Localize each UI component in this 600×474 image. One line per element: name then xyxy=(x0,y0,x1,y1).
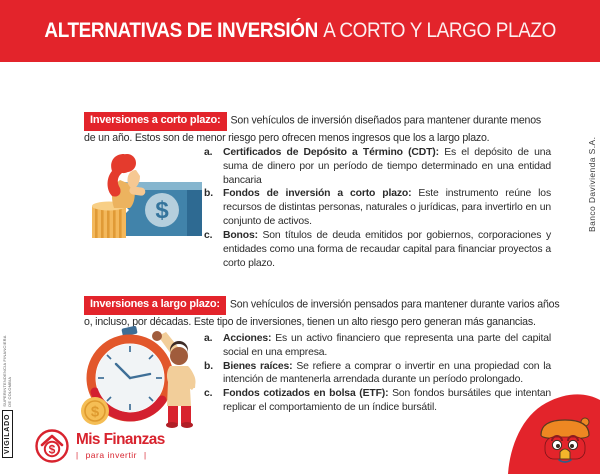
item-marker: b. xyxy=(204,188,213,200)
page-title xyxy=(44,19,556,43)
item-text xyxy=(223,332,551,360)
list-item xyxy=(204,229,551,270)
list-item xyxy=(204,332,551,360)
mis-finanzas-logo xyxy=(34,428,168,464)
list-item xyxy=(204,146,551,187)
vigilado-label: VIGILADO xyxy=(2,410,13,458)
item-marker: b. xyxy=(204,360,213,372)
item-text xyxy=(223,146,551,187)
subtitle-right-bar: | xyxy=(143,450,147,460)
item-body: Se refiere a comprar o invertir en una propiedad con la intención de mantenerla arrendada durante un período prolongado. xyxy=(223,360,552,386)
vigilado-subtext xyxy=(2,335,12,406)
item-marker: c. xyxy=(204,388,213,400)
logo-subtitle-text: para invertir xyxy=(85,450,137,461)
item-lead: Fondos de inversión a corto plazo: xyxy=(223,188,412,200)
long-term-intro-text: Son vehículos de inversión pensados para mantener durante varios años o, incluso, por décadas. Este tipo de inversiones, tienen un alto riesgo pero generan más ganancias. xyxy=(84,298,560,328)
clock-man-coin-icon xyxy=(78,322,202,430)
logo-subtitle xyxy=(76,451,168,460)
list-item xyxy=(204,360,551,388)
item-lead: Certificados de Depósito a Término (CDT): xyxy=(223,147,439,158)
item-body: Es el depósito de una suma de dinero por un período de tiempo determinado en una entidad bancaria xyxy=(223,147,551,186)
item-lead: Fondos cotizados en bolsa (ETF): xyxy=(223,388,389,400)
short-term-intro-text: Son vehículos de inversión diseñados para mantener durante menos de un año. Estos son de menor riesgo pero ofrecen menos ingresos que los a largo plazo. xyxy=(84,114,542,144)
item-text xyxy=(223,360,551,388)
item-body: Son títulos de deuda emitidos por gobiernos, corporaciones y entidades como una forma de recaudar capital para financiar proyectos a corto plazo. xyxy=(223,229,551,269)
corner-blob xyxy=(488,390,600,474)
item-lead: Acciones: xyxy=(223,333,272,344)
item-body: Es un activo financiero que representa una parte del capital social en una empresa. xyxy=(223,333,551,358)
woman-coins-banknote-icon xyxy=(84,146,204,242)
davivienda-house-mascot-icon xyxy=(488,390,600,474)
page-title-bold: ALTERNATIVAS DE INVERSIÓN xyxy=(44,19,318,42)
list-item xyxy=(204,187,551,228)
item-marker: a. xyxy=(204,147,213,158)
item-body: Son fondos bursátiles que intentan replicar el comportamiento de un índice bursátil. xyxy=(223,388,552,414)
header-banner xyxy=(0,0,600,62)
item-marker: c. xyxy=(204,229,213,241)
page-title-light: A CORTO Y LARGO PLAZO xyxy=(323,19,556,42)
subtitle-left-bar: | xyxy=(76,450,79,460)
mis-finanzas-logo-icon xyxy=(34,428,70,464)
item-lead: Bienes raíces: xyxy=(223,360,293,372)
item-body: Este instrumento reúne los recursos de distintas personas, naturales o jurídicas, para invertirlo en un conjunto de activos. xyxy=(223,188,551,228)
short-term-intro xyxy=(84,112,554,146)
item-marker: a. xyxy=(204,333,213,344)
coin-dollar-sign: $ xyxy=(90,403,100,421)
vigilado-subtext-line1: SUPERINTENDENCIA FINANCIERA xyxy=(2,335,7,407)
bank-credit-vertical: Banco Davivienda S.A. xyxy=(587,136,597,232)
item-text xyxy=(223,229,551,270)
woman-savings-illustration xyxy=(84,146,204,247)
vigilado-subtext-line2: DE COLOMBIA xyxy=(7,376,13,407)
item-lead: Bonos: xyxy=(223,229,258,241)
short-term-list xyxy=(204,146,551,270)
bill-dollar-sign: $ xyxy=(155,197,169,224)
clock-time-illustration xyxy=(78,322,202,435)
logo-title: Mis Finanzas xyxy=(76,431,165,449)
logo-dollar-sign: $ xyxy=(48,442,56,457)
logo-text xyxy=(76,432,168,460)
long-term-badge: Inversiones a largo plazo: xyxy=(84,296,226,315)
vigilado-stamp xyxy=(2,335,13,458)
short-term-badge: Inversiones a corto plazo: xyxy=(84,112,227,131)
item-text xyxy=(223,187,551,228)
